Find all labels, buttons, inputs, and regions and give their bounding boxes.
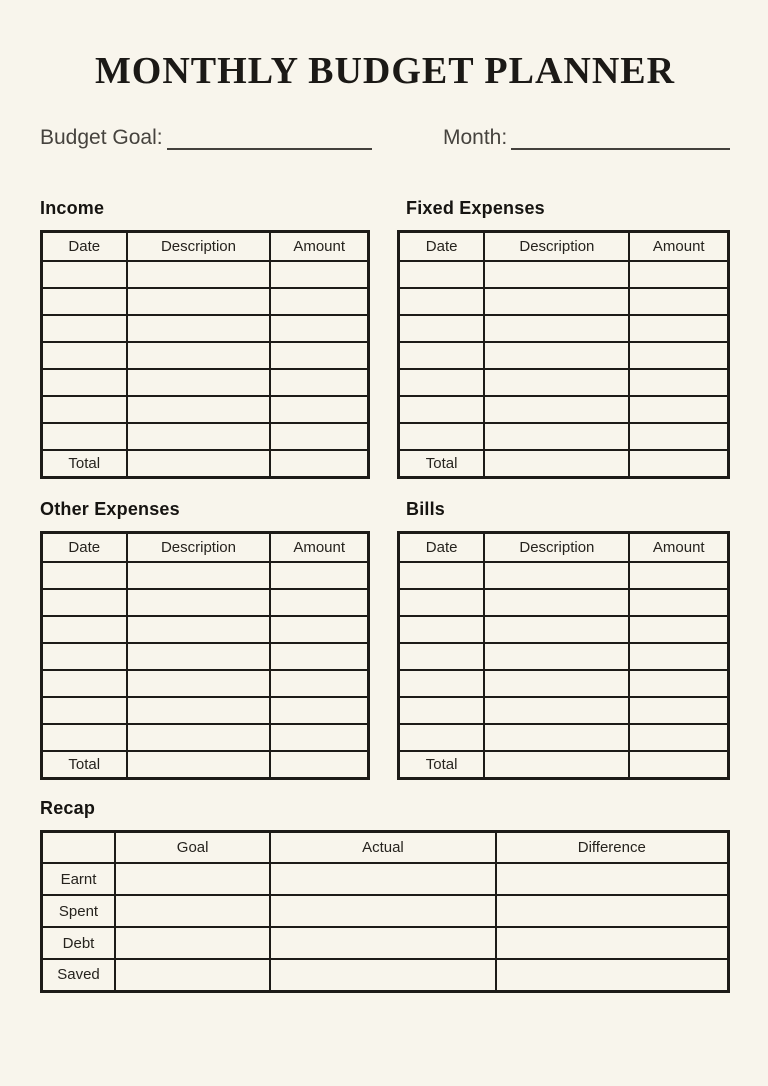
table-header-row	[399, 532, 729, 562]
entry-row	[399, 342, 729, 369]
column-header-description: Description	[484, 532, 629, 562]
recap-corner-cell	[42, 831, 116, 863]
entry-cell-empty[interactable]	[484, 670, 629, 697]
entry-cell-empty[interactable]	[484, 315, 629, 342]
entry-cell-empty[interactable]	[484, 643, 629, 670]
recap-value-cell-empty[interactable]	[270, 895, 495, 927]
entry-cell-empty[interactable]	[42, 697, 127, 724]
column-header-description: Description	[127, 532, 271, 562]
recap-value-cell-empty[interactable]	[270, 927, 495, 959]
entry-row	[399, 288, 729, 315]
total-label-cell: Total	[399, 751, 485, 778]
entry-cell-empty[interactable]	[399, 670, 485, 697]
entry-row	[399, 396, 729, 423]
entry-cell-empty[interactable]	[484, 589, 629, 616]
recap-value-cell-empty[interactable]	[270, 863, 495, 895]
total-amount-cell-empty[interactable]	[270, 450, 368, 477]
entry-cell-empty[interactable]	[399, 616, 485, 643]
entry-cell-empty[interactable]	[629, 288, 728, 315]
column-header-date: Date	[399, 532, 485, 562]
header-fields-row	[40, 126, 730, 150]
table-header-row	[42, 231, 369, 261]
entry-cell-empty[interactable]	[484, 562, 629, 589]
entry-cell-empty[interactable]	[127, 369, 271, 396]
recap-row-earnt	[42, 863, 729, 895]
entry-cell-empty[interactable]	[42, 562, 127, 589]
entry-cell-empty[interactable]	[270, 589, 368, 616]
entry-cell-empty[interactable]	[270, 342, 368, 369]
column-header-amount: Amount	[270, 231, 368, 261]
entry-cell-empty[interactable]	[484, 724, 629, 751]
entry-row	[42, 423, 369, 450]
recap-value-cell-empty[interactable]	[496, 863, 729, 895]
entry-cell-empty[interactable]	[127, 697, 271, 724]
entry-row	[399, 643, 729, 670]
entry-cell-empty[interactable]	[484, 288, 629, 315]
fixed-expenses-table	[397, 230, 730, 479]
month-line[interactable]	[511, 128, 730, 150]
entry-cell-empty[interactable]	[629, 589, 728, 616]
other-expenses-table	[40, 531, 370, 780]
entry-cell-empty[interactable]	[270, 369, 368, 396]
entry-row	[399, 589, 729, 616]
total-cell-empty[interactable]	[127, 450, 271, 477]
entry-row	[42, 697, 369, 724]
entry-cell-empty[interactable]	[42, 670, 127, 697]
section-fixed-expenses	[397, 198, 730, 479]
entry-cell-empty[interactable]	[127, 315, 271, 342]
total-label-cell: Total	[42, 751, 127, 778]
total-row	[42, 751, 369, 778]
entry-cell-empty[interactable]	[127, 670, 271, 697]
section-income	[40, 198, 370, 479]
recap-row-saved	[42, 959, 729, 991]
entry-cell-empty[interactable]	[484, 616, 629, 643]
bills-table	[397, 531, 730, 780]
entry-cell-empty[interactable]	[629, 396, 728, 423]
entry-cell-empty[interactable]	[629, 697, 728, 724]
section-title-bills: Bills	[406, 498, 446, 519]
total-cell-empty[interactable]	[484, 751, 629, 778]
recap-value-cell-empty[interactable]	[115, 863, 270, 895]
entry-row	[399, 670, 729, 697]
entry-cell-empty[interactable]	[270, 396, 368, 423]
month-field	[443, 126, 730, 150]
recap-value-cell-empty[interactable]	[270, 959, 495, 991]
column-header-description: Description	[484, 231, 629, 261]
income-table	[40, 230, 370, 479]
total-amount-cell-empty[interactable]	[270, 751, 368, 778]
entry-row	[42, 724, 369, 751]
recap-row-debt	[42, 927, 729, 959]
entry-cell-empty[interactable]	[399, 562, 485, 589]
recap-value-cell-empty[interactable]	[115, 895, 270, 927]
entry-cell-empty[interactable]	[399, 288, 485, 315]
entry-row	[399, 369, 729, 396]
month-label: Month:	[443, 125, 508, 149]
entry-cell-empty[interactable]	[629, 423, 728, 450]
entry-row	[399, 697, 729, 724]
entry-cell-empty[interactable]	[127, 724, 271, 751]
entry-cell-empty[interactable]	[270, 670, 368, 697]
column-header-date: Date	[42, 532, 127, 562]
entry-cell-empty[interactable]	[127, 396, 271, 423]
entry-tables-grid	[40, 198, 730, 780]
entry-cell-empty[interactable]	[127, 288, 271, 315]
entry-cell-empty[interactable]	[127, 589, 271, 616]
entry-cell-empty[interactable]	[484, 423, 629, 450]
entry-cell-empty[interactable]	[42, 423, 127, 450]
recap-header-row	[42, 831, 729, 863]
section-other-expenses	[40, 499, 370, 780]
entry-cell-empty[interactable]	[42, 616, 127, 643]
entry-cell-empty[interactable]	[629, 670, 728, 697]
entry-cell-empty[interactable]	[270, 643, 368, 670]
entry-cell-empty[interactable]	[42, 724, 127, 751]
recap-row-label: Saved	[42, 959, 116, 991]
entry-cell-empty[interactable]	[629, 342, 728, 369]
entry-row	[399, 562, 729, 589]
entry-row	[42, 643, 369, 670]
column-header-date: Date	[42, 231, 127, 261]
recap-column-header-difference: Difference	[496, 831, 729, 863]
entry-row	[42, 589, 369, 616]
entry-row	[399, 315, 729, 342]
entry-cell-empty[interactable]	[270, 288, 368, 315]
entry-cell-empty[interactable]	[270, 697, 368, 724]
recap-row-label: Earnt	[42, 863, 116, 895]
page-title: MONTHLY BUDGET PLANNER	[94, 50, 676, 92]
entry-cell-empty[interactable]	[270, 423, 368, 450]
recap-value-cell-empty[interactable]	[496, 927, 729, 959]
entry-cell-empty[interactable]	[42, 643, 127, 670]
recap-row-label: Spent	[42, 895, 116, 927]
recap-row-label: Debt	[42, 927, 116, 959]
recap-column-header-actual: Actual	[270, 831, 495, 863]
entry-cell-empty[interactable]	[127, 562, 271, 589]
entry-cell-empty[interactable]	[270, 562, 368, 589]
entry-cell-empty[interactable]	[399, 423, 485, 450]
entry-cell-empty[interactable]	[629, 643, 728, 670]
entry-cell-empty[interactable]	[42, 315, 127, 342]
recap-value-cell-empty[interactable]	[115, 959, 270, 991]
budget-goal-line[interactable]	[167, 128, 372, 150]
entry-cell-empty[interactable]	[484, 396, 629, 423]
budget-goal-field	[40, 126, 372, 150]
entry-cell-empty[interactable]	[42, 261, 127, 288]
entry-cell-empty[interactable]	[270, 315, 368, 342]
table-header-row	[42, 532, 369, 562]
recap-row-spent	[42, 895, 729, 927]
entry-row	[42, 261, 369, 288]
entry-row	[399, 261, 729, 288]
entry-cell-empty[interactable]	[42, 288, 127, 315]
entry-cell-empty[interactable]	[629, 315, 728, 342]
entry-cell-empty[interactable]	[629, 724, 728, 751]
column-header-amount: Amount	[270, 532, 368, 562]
entry-cell-empty[interactable]	[270, 261, 368, 288]
entry-cell-empty[interactable]	[629, 616, 728, 643]
entry-row	[42, 369, 369, 396]
total-cell-empty[interactable]	[127, 751, 271, 778]
entry-row	[399, 724, 729, 751]
total-cell-empty[interactable]	[484, 450, 629, 477]
entry-cell-empty[interactable]	[42, 369, 127, 396]
entry-cell-empty[interactable]	[42, 342, 127, 369]
entry-cell-empty[interactable]	[399, 724, 485, 751]
entry-cell-empty[interactable]	[629, 369, 728, 396]
entry-row	[42, 396, 369, 423]
entry-row	[42, 315, 369, 342]
column-header-amount: Amount	[629, 231, 728, 261]
entry-cell-empty[interactable]	[629, 261, 728, 288]
entry-row	[42, 342, 369, 369]
entry-cell-empty[interactable]	[42, 396, 127, 423]
total-label-cell: Total	[399, 450, 485, 477]
column-header-date: Date	[399, 231, 485, 261]
entry-cell-empty[interactable]	[127, 342, 271, 369]
section-title-fixed-expenses: Fixed Expenses	[406, 197, 545, 218]
column-header-amount: Amount	[629, 532, 728, 562]
total-amount-cell-empty[interactable]	[629, 450, 728, 477]
column-header-description: Description	[127, 231, 271, 261]
entry-cell-empty[interactable]	[399, 697, 485, 724]
entry-cell-empty[interactable]	[399, 315, 485, 342]
section-recap	[40, 798, 730, 993]
entry-cell-empty[interactable]	[399, 396, 485, 423]
section-title-income: Income	[40, 197, 105, 218]
entry-row	[42, 562, 369, 589]
entry-cell-empty[interactable]	[399, 369, 485, 396]
total-amount-cell-empty[interactable]	[629, 751, 728, 778]
entry-cell-empty[interactable]	[399, 643, 485, 670]
total-row	[399, 751, 729, 778]
total-label-cell: Total	[42, 450, 127, 477]
entry-cell-empty[interactable]	[127, 643, 271, 670]
total-row	[42, 450, 369, 477]
entry-cell-empty[interactable]	[484, 697, 629, 724]
entry-cell-empty[interactable]	[484, 342, 629, 369]
entry-cell-empty[interactable]	[399, 261, 485, 288]
entry-cell-empty[interactable]	[42, 589, 127, 616]
section-title-recap: Recap	[40, 797, 96, 818]
table-header-row	[399, 231, 729, 261]
entry-row	[42, 616, 369, 643]
entry-cell-empty[interactable]	[270, 616, 368, 643]
entry-cell-empty[interactable]	[270, 724, 368, 751]
entry-cell-empty[interactable]	[399, 342, 485, 369]
total-row	[399, 450, 729, 477]
entry-cell-empty[interactable]	[484, 261, 629, 288]
entry-cell-empty[interactable]	[127, 423, 271, 450]
recap-value-cell-empty[interactable]	[496, 895, 729, 927]
entry-cell-empty[interactable]	[127, 261, 271, 288]
section-bills	[397, 499, 730, 780]
entry-row	[399, 616, 729, 643]
recap-value-cell-empty[interactable]	[115, 927, 270, 959]
entry-cell-empty[interactable]	[399, 589, 485, 616]
recap-value-cell-empty[interactable]	[496, 959, 729, 991]
recap-column-header-goal: Goal	[115, 831, 270, 863]
recap-table	[40, 830, 730, 993]
entry-row	[42, 288, 369, 315]
section-title-other-expenses: Other Expenses	[40, 498, 180, 519]
budget-goal-label: Budget Goal:	[40, 125, 163, 149]
entry-row	[399, 423, 729, 450]
entry-cell-empty[interactable]	[629, 562, 728, 589]
entry-cell-empty[interactable]	[484, 369, 629, 396]
entry-cell-empty[interactable]	[127, 616, 271, 643]
entry-row	[42, 670, 369, 697]
